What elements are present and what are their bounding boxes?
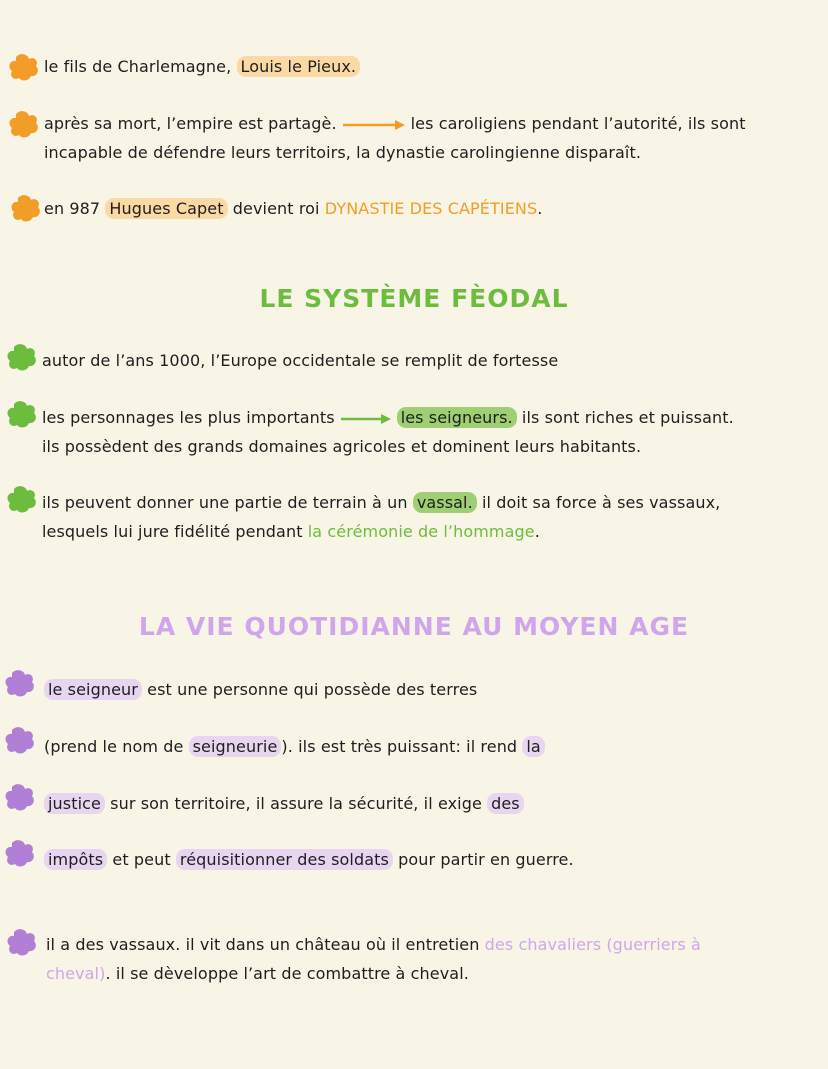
highlight-vassal: vassal. [413, 492, 477, 513]
bullet-text [44, 194, 814, 223]
text-segment: ). ils est très puissant: il rend [281, 737, 523, 756]
highlight-la: la [522, 736, 544, 757]
text-segment: lesquels lui jure fidélité pendant [42, 522, 308, 541]
highlight-les-seigneurs: les seigneurs. [397, 407, 517, 428]
orange-bullet-icon [10, 194, 42, 224]
bullet-text [42, 488, 812, 546]
text-segment: en 987 [44, 199, 106, 218]
text-segment: après sa mort, l’empire est partagè. [44, 114, 337, 133]
text-segment: les caroligiens pendant l’autorité, ils sont [410, 114, 746, 133]
text-segment: incapable de défendre leurs territoirs, la dynastie carolingienne disparaît. [44, 143, 642, 162]
text-segment: ils peuvent donner une partie de terrain à un [42, 493, 413, 512]
colored-dynastie: DYNASTIE DES CAPÉTIENS [324, 199, 538, 218]
text-segment: et peut [107, 850, 176, 869]
text-segment: il doit sa force à ses vassaux, [476, 493, 721, 512]
text-segment: devient roi [227, 199, 325, 218]
orange-bullet-icon [8, 53, 40, 83]
text-segment: (prend le nom de [44, 737, 189, 756]
colored-chevaliers: des chavaliers (guerriers à [484, 935, 701, 954]
bullet-text [42, 403, 812, 461]
text-segment: . il se dèveloppe l’art de combattre à cheval. [105, 964, 469, 983]
colored-ceremonie: la cérémonie de l’hommage [307, 522, 535, 541]
text-segment: . [537, 199, 543, 218]
text-segment: le fils de Charlemagne, [44, 57, 237, 76]
text-segment: ils sont riches et puissant. [516, 408, 734, 427]
bullet-text [44, 52, 814, 81]
arrow-right-icon [341, 413, 391, 425]
arrow-right-icon [343, 119, 405, 131]
highlight-des: des [487, 793, 524, 814]
text-segment: ils possèdent des grands domaines agricoles et dominent leurs habitants. [42, 437, 642, 456]
bullet-text [44, 789, 814, 818]
bullet-text [44, 845, 814, 874]
text-segment: les personnages les plus importants [42, 408, 335, 427]
colored-cheval: cheval) [46, 964, 106, 983]
purple-bullet-icon [4, 783, 36, 813]
bullet-text [44, 732, 814, 761]
bullet-text [42, 346, 812, 375]
highlight-justice: justice [44, 793, 105, 814]
green-bullet-icon [6, 343, 38, 373]
purple-bullet-icon [4, 669, 36, 699]
section-title-vie-quotidienne: LA VIE QUOTIDIANNE AU MOYEN AGE [138, 612, 690, 641]
text-segment: est une personne qui possède des terres [141, 680, 478, 699]
highlight-le-seigneur: le seigneur [44, 679, 142, 700]
highlight-requisitionner: réquisitionner des soldats [176, 849, 393, 870]
bullet-text [44, 675, 814, 704]
text-segment: autor de l’ans 1000, l’Europe occidentale se remplit de fortesse [42, 351, 559, 370]
orange-bullet-icon [8, 110, 40, 140]
text-segment: sur son territoire, il assure la sécurité, il exige [104, 794, 488, 813]
section-title-feodal: LE SYSTÈME FÈODAL [259, 284, 569, 313]
highlight-louis-le-pieux: Louis le Pieux. [237, 56, 361, 77]
highlight-impots: impôts [44, 849, 107, 870]
bullet-text [44, 109, 814, 167]
bullet-text [46, 930, 816, 988]
highlight-seigneurie: seigneurie [189, 736, 282, 757]
purple-bullet-icon [4, 839, 36, 869]
purple-bullet-icon [6, 928, 38, 958]
text-segment: pour partir en guerre. [392, 850, 574, 869]
green-bullet-icon [6, 400, 38, 430]
purple-bullet-icon [4, 726, 36, 756]
highlight-hugues-capet: Hugues Capet [105, 198, 227, 219]
text-segment: . [534, 522, 540, 541]
green-bullet-icon [6, 485, 38, 515]
text-segment: il a des vassaux. il vit dans un château où il entretien [46, 935, 485, 954]
